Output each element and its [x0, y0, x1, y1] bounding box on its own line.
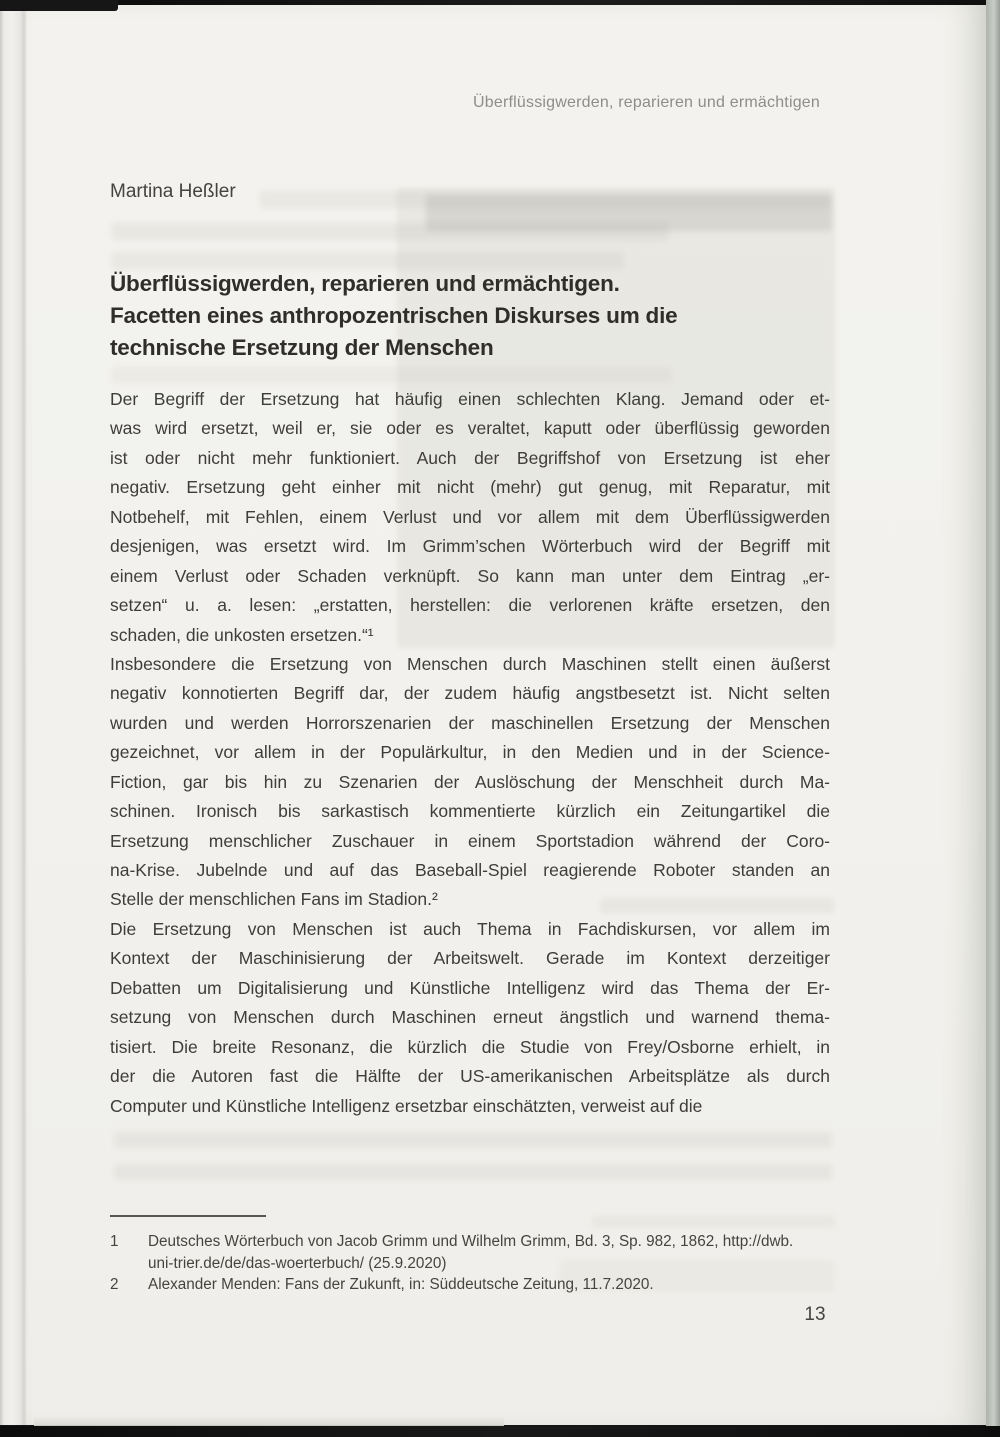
showthrough-text-line: [112, 223, 668, 240]
footnote-number: 2: [110, 1276, 119, 1293]
body-line: einem Verlust oder Schaden verknüpft. So kann man unter dem Eintrag „er-: [110, 565, 830, 586]
running-head: Überflüssigwerden, reparieren und ermächtigen: [473, 94, 820, 111]
scan-edge-top: [0, 0, 1000, 5]
footnote-text: [148, 1231, 850, 1274]
showthrough-text-line: [114, 1164, 832, 1180]
footnote: [110, 1274, 850, 1296]
author-name: Martina Heßler: [110, 181, 236, 202]
chapter-title-line: technische Ersetzung der Menschen: [110, 335, 494, 360]
body-line: schinen. Ironisch bis sarkastisch kommentierte kürzlich ein Zeitungartikel die: [110, 801, 830, 822]
body-line: setzung von Menschen durch Maschinen erneut ängstlich und warnend thema-: [110, 1007, 830, 1028]
body-line: negativ konnotierten Begriff dar, der zudem häufig angstbesetzt ist. Nicht selten: [110, 683, 830, 704]
body-line: Stelle der menschlichen Fans im Stadion.²: [110, 889, 438, 910]
footnote-line: Alexander Menden: Fans der Zukunft, in: Süddeutsche Zeitung, 11.7.2020.: [148, 1276, 654, 1293]
showthrough-text-line: [260, 191, 830, 208]
body-line: tisiert. Die breite Resonanz, die kürzlich die Studie von Frey/Osborne erhielt, in: [110, 1036, 830, 1057]
footnote-separator: [110, 1215, 266, 1217]
page-number: 13: [804, 1304, 826, 1325]
body-line: na-Krise. Jubelnde und auf das Baseball-Spiel reagierende Roboter standen an: [110, 860, 830, 880]
body-line: setzen“ u. a. lesen: „erstatten, herstellen: die verlorenen kräfte ersetzen, den: [110, 595, 830, 616]
showthrough-text-line: [592, 1216, 835, 1227]
body-line: Computer und Künstliche Intelligenz ersetzbar einschätzten, verweist auf die: [110, 1095, 703, 1116]
body-line: Die Ersetzung von Menschen ist auch Thema in Fachdiskursen, vor allem im: [110, 918, 830, 939]
scan-edge-right: [986, 0, 1000, 1437]
page-left-edge: [0, 5, 27, 1425]
body-line: was wird ersetzt, weil er, sie oder es veraltet, kaputt oder überflüssig geworden: [110, 418, 830, 439]
body-line: Ersetzung menschlicher Zuschauer in einem Sportstadion während der Coro-: [110, 830, 830, 851]
body-line: Kontext der Maschinisierung der Arbeitswelt. Gerade im Kontext derzeitiger: [110, 948, 830, 969]
body-text: [110, 389, 830, 1125]
chapter-title-line: Überflüssigwerden, reparieren und ermächtigen.: [110, 271, 620, 296]
footnotes: [110, 1231, 850, 1296]
body-line: desjenigen, was ersetzt wird. Im Grimm’schen Wörterbuch wird der Begriff mit: [110, 536, 830, 557]
body-line: Notbehelf, mit Fehlen, einem Verlust und vor allem mit dem Überflüssigwerden: [110, 506, 830, 527]
scan-corner-notch: [0, 0, 118, 11]
showthrough-text-line: [112, 367, 672, 383]
body-line: wurden und werden Horrorszenarien der maschinellen Ersetzung der Menschen: [110, 712, 830, 733]
body-line: Fiction, gar bis hin zu Szenarien der Auslöschung der Menschheit durch Ma-: [110, 771, 830, 792]
footnote-text: [148, 1274, 850, 1296]
body-line: ist oder nicht mehr funktioniert. Auch der Begriffshof von Ersetzung ist eher: [110, 447, 830, 468]
body-line: Insbesondere die Ersetzung von Menschen durch Maschinen stellt einen äußerst: [110, 653, 830, 674]
body-line: gezeichnet, vor allem in der Populärkultur, in den Medien und in der Science-: [110, 742, 830, 763]
scan-edge-bottom: [0, 1426, 1000, 1437]
footnote: [110, 1231, 850, 1274]
body-line: negativ. Ersetzung geht einher mit nicht (mehr) gut genug, mit Reparatur, mit: [110, 477, 830, 498]
footnote-line: uni-trier.de/de/das-woerterbuch/ (25.9.2020): [148, 1254, 447, 1272]
body-line: der die Autoren fast die Hälfte der US-amerikanischen Arbeitsplätze als durch: [110, 1066, 830, 1087]
body-line: Der Begriff der Ersetzung hat häufig einen schlechten Klang. Jemand oder et-: [110, 389, 830, 409]
showthrough-text-line: [114, 1132, 832, 1148]
chapter-title-line: Facetten eines anthropozentrischen Diskurses um die: [110, 303, 678, 328]
showthrough-text-line: [112, 252, 624, 269]
footnote-line: Deutsches Wörterbuch von Jacob Grimm und Wilhelm Grimm, Bd. 3, Sp. 982, 1862, http://dwb.: [148, 1233, 794, 1250]
footnote-number: 1: [110, 1233, 119, 1250]
book-pages-edge: [34, 1417, 504, 1426]
body-line: Debatten um Digitalisierung und Künstliche Intelligenz wird das Thema der Er-: [110, 977, 830, 998]
body-line: schaden, die unkosten ersetzen.“¹: [110, 624, 374, 645]
chapter-title: [110, 268, 850, 364]
